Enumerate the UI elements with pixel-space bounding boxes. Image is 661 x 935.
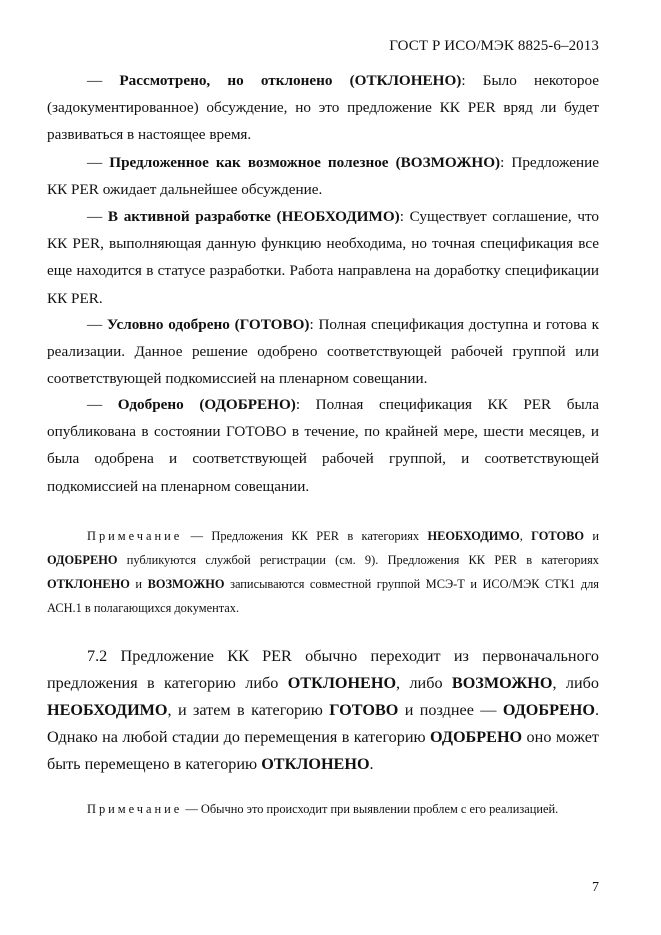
- status-approved: — Одобрено (ОДОБРЕНО): Полная спецификация КК PER была опубликована в состоянии ГОТОВО в течение, по крайней мере, шести месяцев, и была одобрена и соответствующей рабочей группой, и соответствующей подкомиссией на пленарном совещании.: [47, 396, 599, 495]
- page-number: 7: [592, 880, 599, 895]
- clause-7-2: 7.2 Предложение КК PER обычно переходит из первоначального предложения в категорию либо ОТКЛОНЕНО, либо ВОЗМОЖНО, либо НЕОБХОДИМО, и затем в категорию ГОТОВО и позднее — ОДОБРЕНО. Однако на любой стадии до перемещения в категорию ОДОБРЕНО оно может быть перемещено в категорию ОТКЛОНЕНО.: [47, 647, 599, 773]
- note-publication: Примечание — Предложения КК PER в категориях НЕОБХОДИМО, ГОТОВО и ОДОБРЕНО публикуются службой регистрации (см. 9). Предложения КК PER в категориях ОТКЛОНЕНО и ВОЗМОЖНО записываются совместной группой МСЭ-Т и ИСО/МЭК СТК1 для АСН.1 в полагающихся документах.: [47, 529, 600, 615]
- status-term: Одобрено (ОДОБРЕНО): [117, 396, 296, 413]
- document-header: ГОСТ Р ИСО/МЭК 8825-6–2013: [389, 38, 599, 54]
- status-term: Рассмотрено, но отклонено (ОТКЛОНЕНО): [119, 72, 462, 89]
- status-ready: — Условно одобрено (ГОТОВО): Полная спецификация доступна и готова к реализации. Данное решение одобрено соответствующей рабочей группой или соответствующей подкомиссией на пленарном совещании.: [47, 316, 599, 388]
- status-rejected: — Рассмотрено, но отклонено (ОТКЛОНЕНО): Было некоторое (задокументированное) обсуждение, но это предложение КК PER вряд ли будет развиваться в настоящее время.: [47, 72, 599, 144]
- note-label: Примечание: [87, 802, 183, 816]
- status-possible: — Предложенное как возможное полезное (ВОЗМОЖНО): Предложение КК PER ожидает дальнейшее обсуждение.: [47, 154, 600, 199]
- status-term: Условно одобрено (ГОТОВО): [106, 316, 310, 333]
- status-necessary: — В активной разработке (НЕОБХОДИМО): Существует соглашение, что КК PER, выполняющая данную функцию необходима, но точная спецификация все еще находится в статусе разработки. Работа направлена на доработку спецификации КК PER.: [47, 208, 599, 307]
- status-term: В активной разработке (НЕОБХОДИМО): [107, 208, 400, 225]
- status-term: Предложенное как возможное полезное (ВОЗМОЖНО): [109, 154, 501, 171]
- note-implementation: Примечание — Обычно это происходит при выявлении проблем с его реализацией.: [87, 802, 559, 816]
- note-label: Примечание: [87, 529, 183, 543]
